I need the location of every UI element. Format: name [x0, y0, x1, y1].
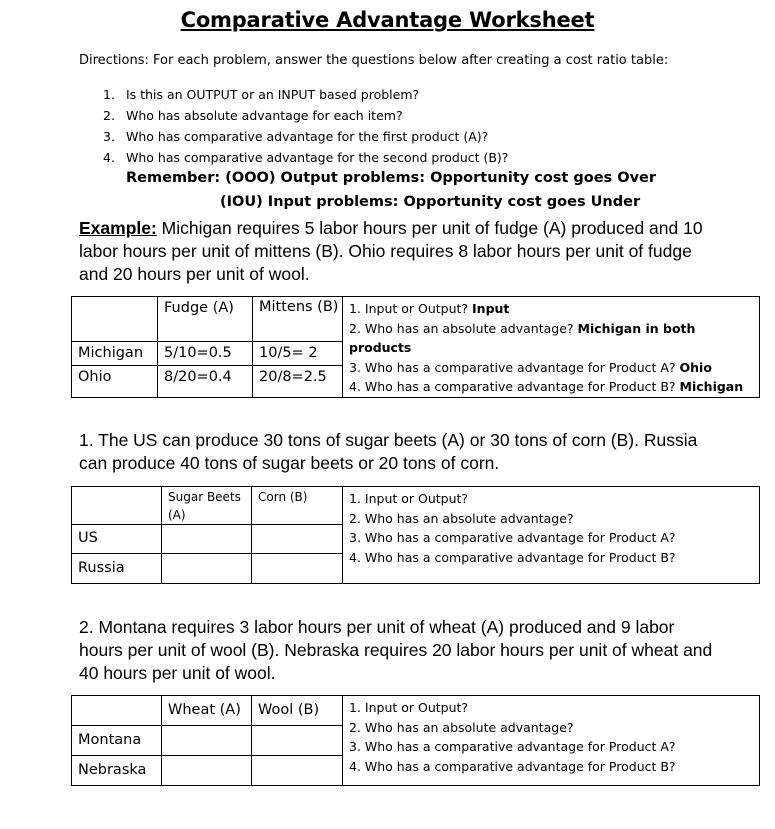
list-item — [103, 147, 508, 168]
row-label-nebraska: Nebraska — [72, 756, 162, 786]
cell-ohio-mittens: 20/8=2.5 — [253, 366, 343, 397]
table-header-mittens: Mittens (B) — [253, 297, 343, 342]
question-line: 3. Who has a comparative advantage for Product A? — [349, 739, 676, 754]
question-line: 4. Who has a comparative advantage for Product B? — [349, 758, 676, 774]
table-header-wheat: Wheat (A) — [162, 696, 252, 726]
table-header-sugar-beets: Sugar Beets (A) — [162, 487, 252, 525]
answer-line — [349, 299, 759, 319]
problem1-text: 1. The US can produce 30 tons of sugar beets (A) or 30 tons of corn (B). Russia can produce 40 tons of sugar beets or 20 tons of corn. — [79, 430, 698, 473]
example-paragraph — [79, 217, 719, 286]
list-item — [103, 84, 508, 105]
table-header-blank — [72, 696, 162, 726]
answer-question: 3. Who has a comparative advantage for Product A? — [349, 359, 680, 375]
question-number: 2. — [103, 108, 115, 123]
row-label-michigan: Michigan — [72, 341, 158, 366]
answer-value: Ohio — [679, 359, 712, 375]
list-item — [103, 126, 508, 147]
answer-cell[interactable] — [252, 726, 343, 756]
example-text: Michigan requires 5 labor hours per unit of fudge (A) produced and 10 labor hours per unit of mittens (B). Ohio requires 8 labor hours per unit of fudge and 20 hours per unit of wool. — [79, 218, 703, 284]
row-label-us: US — [72, 525, 162, 554]
answer-cell[interactable] — [252, 756, 343, 786]
problem1-table — [71, 486, 760, 584]
row-label-russia: Russia — [72, 554, 162, 584]
question-text: Who has comparative advantage for the second product (B)? — [126, 150, 509, 165]
directions-text: Directions: For each problem, answer the questions below after creating a cost ratio table: — [79, 53, 669, 68]
problem2-table — [71, 695, 760, 786]
answer-value: Input — [472, 301, 510, 316]
table-header-blank — [72, 297, 158, 342]
worksheet-title: Comparative Advantage Worksheet — [180, 8, 595, 32]
cell-ohio-fudge: 8/20=0.4 — [158, 366, 253, 397]
answer-value: Michigan — [679, 379, 744, 394]
answer-cell[interactable] — [162, 726, 252, 756]
question-line: 1. Input or Output? — [349, 491, 469, 506]
question-text: Who has absolute advantage for each item? — [126, 108, 403, 123]
question-line: 4. Who has a comparative advantage for Product B? — [349, 549, 676, 565]
answer-line — [349, 358, 759, 378]
row-label-ohio: Ohio — [72, 366, 158, 397]
table-header-fudge: Fudge (A) — [158, 297, 253, 342]
problem1-questions — [343, 487, 760, 584]
question-text: Is this an OUTPUT or an INPUT based problem? — [126, 87, 420, 102]
problem2-questions — [343, 696, 760, 786]
answer-value: Michigan in both products — [349, 320, 696, 355]
question-line: 3. Who has a comparative advantage for Product A? — [349, 530, 676, 545]
answer-cell[interactable] — [162, 756, 252, 786]
answer-question: 1. Input or Output? — [349, 301, 473, 316]
answer-cell[interactable] — [252, 525, 343, 554]
remember-input-rule: (IOU) Input problems: Opportunity cost goes Under — [220, 194, 641, 210]
list-item — [103, 105, 508, 126]
cell-michigan-fudge: 5/10=0.5 — [158, 341, 253, 366]
question-line: 1. Input or Output? — [349, 700, 469, 715]
answer-question: 2. Who has an absolute advantage? — [349, 320, 578, 336]
answer-cell[interactable] — [162, 525, 252, 554]
table-header-wool: Wool (B) — [252, 696, 343, 726]
question-number: 1. — [103, 87, 115, 102]
problem2-text: 2. Montana requires 3 labor hours per unit of wheat (A) produced and 9 labor hours per unit of wool (B). Nebraska requires 20 labor hours per unit of wheat and 40 hours per unit of wool. — [79, 617, 713, 683]
example-table — [71, 296, 760, 398]
question-line: 2. Who has an absolute advantage? — [349, 510, 574, 526]
answer-question: 4. Who has a comparative advantage for Product B? — [349, 379, 680, 394]
table-header-corn: Corn (B) — [252, 487, 343, 525]
answer-cell[interactable] — [252, 554, 343, 584]
row-label-montana: Montana — [72, 726, 162, 756]
remember-output-rule: Remember: (OOO) Output problems: Opportunity cost goes Over — [126, 170, 657, 186]
answer-line — [349, 377, 759, 397]
answer-line — [349, 319, 709, 358]
example-label: Example: — [79, 218, 157, 238]
question-list — [103, 84, 508, 168]
question-number: 4. — [103, 150, 115, 165]
cell-michigan-mittens: 10/5= 2 — [253, 341, 343, 366]
answer-cell[interactable] — [162, 554, 252, 584]
example-answers — [343, 297, 760, 398]
question-number: 3. — [103, 129, 115, 144]
table-header-blank — [72, 487, 162, 525]
question-text: Who has comparative advantage for the first product (A)? — [126, 129, 489, 144]
question-line: 2. Who has an absolute advantage? — [349, 719, 574, 735]
